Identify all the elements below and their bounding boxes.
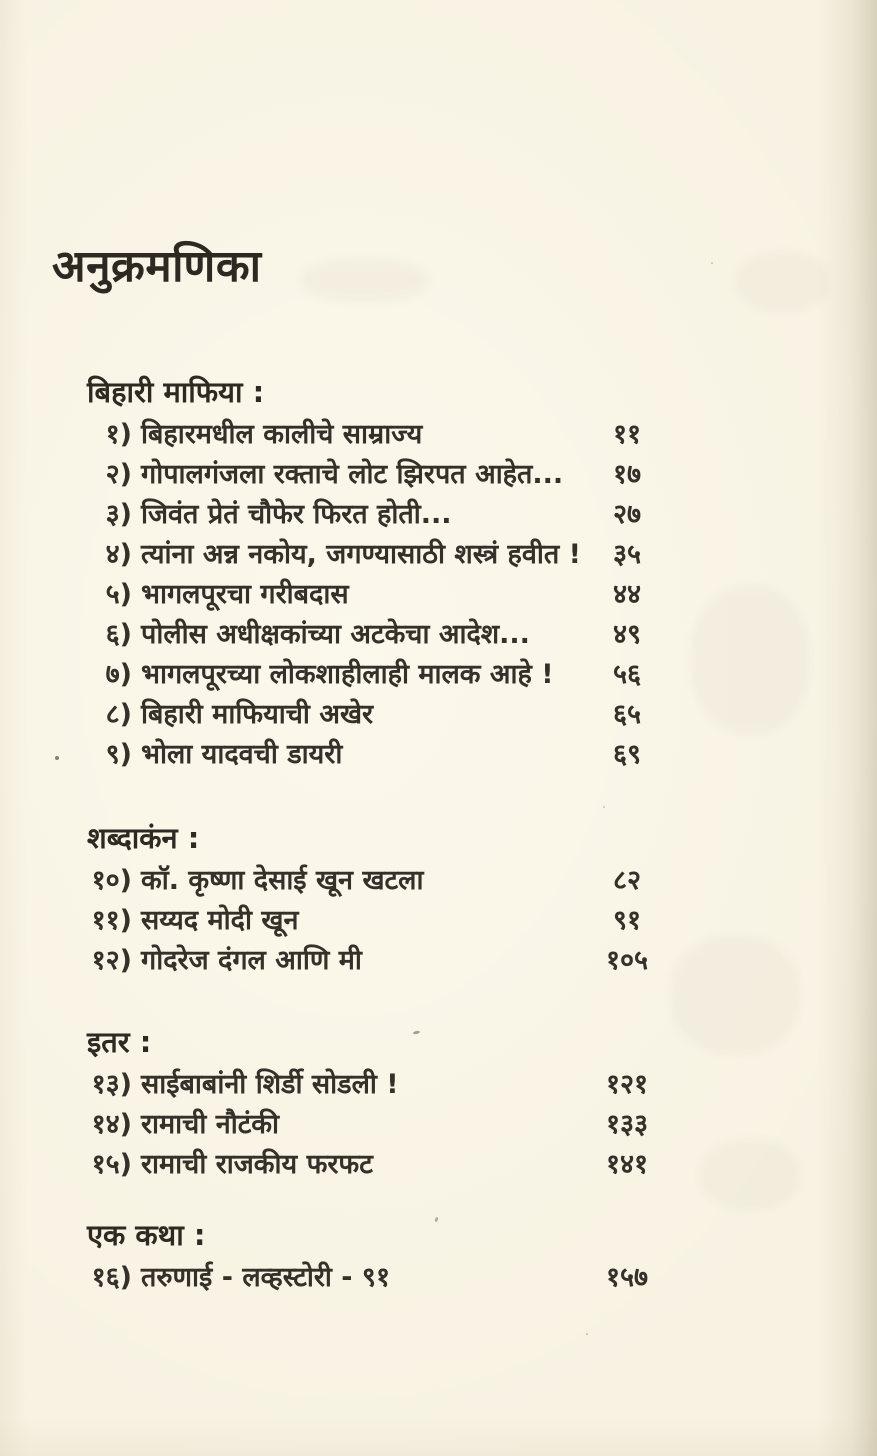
toc-entry [87, 652, 662, 692]
entry-page-number: ३५ [612, 538, 642, 570]
entry-number: ८) [105, 698, 132, 730]
entry-title: बिहारमधील कालीचे साम्राज्य [141, 418, 423, 450]
showthrough-smudge [690, 585, 810, 735]
entry-number: १०) [91, 864, 132, 896]
entry-number: ५) [105, 578, 132, 610]
toc-entry [87, 938, 662, 978]
entry-number: १) [105, 418, 132, 450]
entry-title: रामाची नौटंकी [141, 1108, 280, 1140]
entry-number: ४) [105, 538, 132, 570]
entry-page-number: १५७ [605, 1261, 649, 1293]
section-heading: इतर : [87, 1025, 152, 1059]
toc-entry [87, 732, 662, 772]
entry-page-number: १०५ [605, 944, 649, 976]
entry-page-number: १७ [612, 458, 642, 490]
toc-section [87, 1022, 662, 1182]
section-heading: एक कथा : [87, 1218, 206, 1252]
toc-entry [87, 898, 662, 938]
entry-number: ९) [105, 738, 132, 770]
toc-entry [87, 1102, 662, 1142]
toc-entry [87, 532, 662, 572]
entry-title: जिवंत प्रेतं चौफेर फिरत होती... [141, 498, 452, 530]
toc-entry [87, 858, 662, 898]
entry-title: बिहारी माफियाची अखेर [141, 698, 374, 730]
toc-entry [87, 612, 662, 652]
entry-number: १६) [91, 1261, 132, 1293]
entry-page-number: ९१ [612, 904, 642, 936]
entry-number: १५) [91, 1148, 132, 1180]
section-entries [87, 412, 662, 772]
section-heading: शब्दाकंन : [87, 821, 200, 855]
toc-entry [87, 692, 662, 732]
ink-speck [55, 756, 59, 760]
entry-title: भोला यादवची डायरी [141, 738, 343, 770]
entry-page-number: ११ [612, 418, 642, 450]
entry-page-number: १४१ [605, 1148, 649, 1180]
toc-section [87, 818, 662, 978]
entry-title: साईबाबांनी शिर्डी सोडली ! [141, 1068, 399, 1100]
section-entries [87, 1062, 662, 1182]
entry-title: सय्यद मोदी खून [141, 904, 299, 936]
showthrough-smudge [700, 1140, 800, 1210]
entry-page-number: ६५ [612, 698, 642, 730]
entry-number: ६) [105, 618, 132, 650]
entry-title: रामाची राजकीय फरफट [141, 1148, 373, 1180]
toc-entry [87, 572, 662, 612]
toc-entry [87, 492, 662, 532]
entry-number: २) [105, 458, 132, 490]
toc-entry [87, 1142, 662, 1182]
entry-number: १३) [91, 1068, 132, 1100]
section-heading: बिहारी माफिया : [87, 375, 265, 409]
entry-number: १२) [91, 944, 132, 976]
ink-speck [711, 262, 713, 264]
entry-title: कॉ. कृष्णा देसाई खून खटला [141, 864, 424, 896]
entry-title: पोलीस अधीक्षकांच्या अटकेचा आदेश... [141, 618, 530, 650]
section-entries [87, 1255, 662, 1295]
showthrough-smudge [300, 258, 430, 303]
ink-speck [586, 1333, 588, 1335]
toc-section [87, 372, 662, 772]
entry-title: तरुणाई - लव्हस्टोरी - ९१ [141, 1261, 390, 1293]
entry-title: गोदरेज दंगल आणि मी [141, 944, 362, 976]
entry-page-number: ४४ [612, 578, 642, 610]
showthrough-smudge [735, 252, 830, 312]
entry-page-number: २७ [612, 498, 642, 530]
toc-entry [87, 1062, 662, 1102]
section-entries [87, 858, 662, 978]
table-of-contents [87, 372, 662, 1295]
entry-title: भागलपूरच्या लोकशाहीलाही मालक आहे ! [141, 658, 554, 690]
entry-page-number: १३३ [605, 1108, 649, 1140]
showthrough-smudge [670, 935, 800, 1055]
entry-page-number: ८२ [612, 864, 642, 896]
entry-number: १४) [91, 1108, 132, 1140]
entry-title: गोपालगंजला रक्ताचे लोट झिरपत आहेत... [141, 458, 564, 490]
entry-number: ३) [105, 498, 132, 530]
entry-number: ७) [105, 658, 132, 690]
entry-number: ११) [91, 904, 132, 936]
entry-page-number: ५६ [612, 658, 642, 690]
page-title: अनुक्रमणिका [52, 241, 262, 293]
entry-page-number: १२१ [605, 1068, 649, 1100]
entry-page-number: ४९ [612, 618, 642, 650]
toc-entry [87, 452, 662, 492]
toc-entry [87, 1255, 662, 1295]
entry-title: त्यांना अन्न नकोय, जगण्यासाठी शस्त्रं हवीत ! [141, 538, 581, 570]
entry-page-number: ६९ [612, 738, 642, 770]
toc-entry [87, 412, 662, 452]
toc-section [87, 1215, 662, 1295]
entry-title: भागलपूरचा गरीबदास [141, 578, 349, 610]
